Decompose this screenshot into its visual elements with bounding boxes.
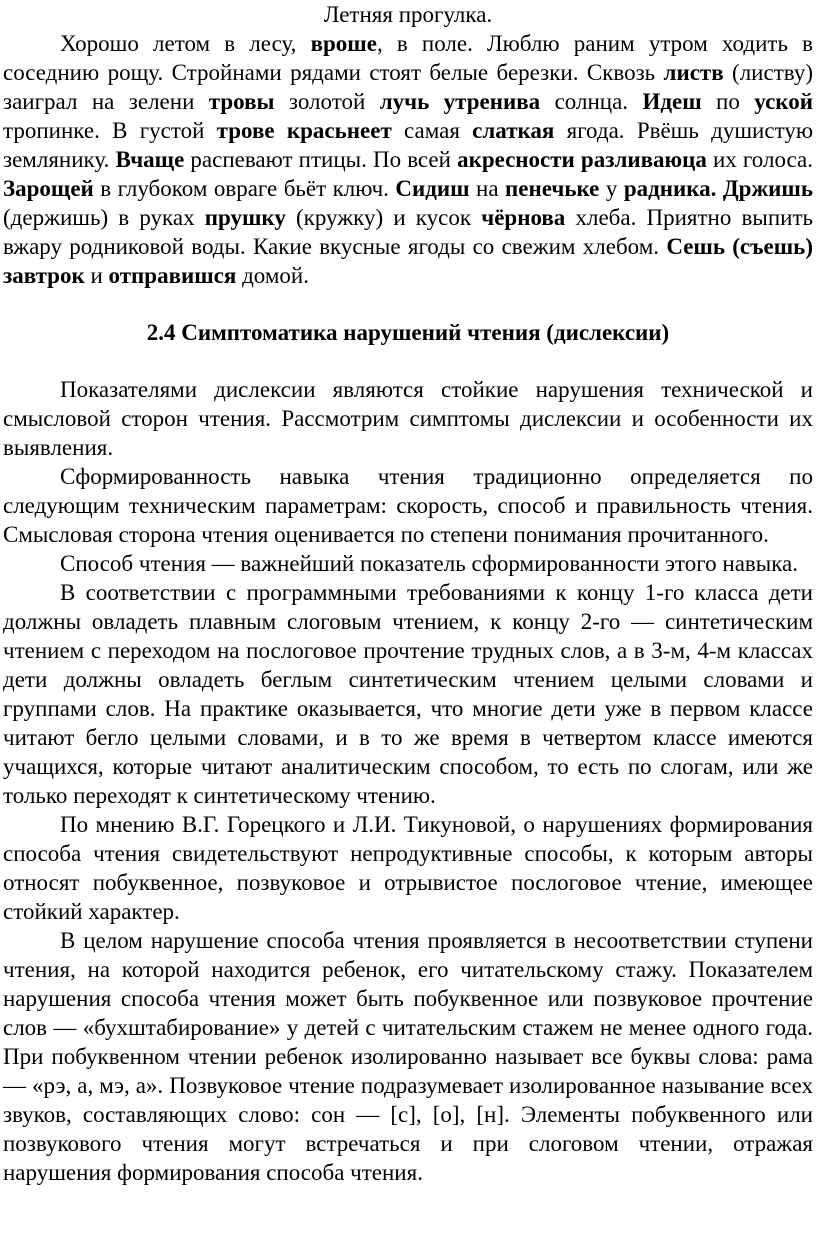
story-bold-word: чёрнова [481,205,566,230]
story-text-run: их голоса. [706,147,813,172]
story-bold-word: пенечьке [505,176,600,201]
story-text-run: Хорошо летом в лесу, [60,31,311,56]
story-text-run: золотой [274,89,380,114]
story-text-run: в глубоком овраге бьёт ключ. [93,176,396,201]
story-bold-word: тровы [208,89,275,114]
story-paragraph [3,29,813,290]
story-title: Летняя прогулка. [323,2,493,27]
story-text-run: (держишь) в руках [3,205,205,230]
story-text-run: , в поле. Люблю раним утром ходить в соседнию рощу. Стройнами рядами стоят белые березки. Сквозь [3,31,813,85]
story-text-run: (кружку) и кусок [285,205,482,230]
story-bold-word: трове красьнеет [216,118,392,143]
story-bold-word: Зарощей [3,176,94,201]
story-bold-word: радника. Држишь [623,176,813,201]
story-bold-word: Вчаще [115,147,185,172]
section-paragraph-2: Сформированность навыка чтения традиционно определяется по следующим техническим параметрам: скорость, способ и правильность чтения. Смысловая сторона чтения оценивается по степени понимания прочитанного. [3,464,813,547]
story-bold-word: прушку [204,205,286,230]
story-bold-word: Сешь (съешь) завтрок [3,234,814,288]
story-text-run: самая [391,118,473,143]
section-paragraph-4: В соответствии с программными требованиями к концу 1-го класса дети должны овладеть плавным слоговым чтением, к концу 2-го — синтетическим чтением с переходом на послоговое прочтение трудных слов, а в 3-м, 4-м классах дети должны овладеть беглым синтетическим чтением целыми словами и группами слов. На практике оказывается, что многие дети уже в первом классе читают бегло целыми словами, и в то же время в четвертом классе имеются учащихся, которые читают аналитическим способом, то есть по слогам, или же только переходят к синтетическому чтению. [3,580,813,808]
story-bold-word: лучь утренива [379,89,541,114]
story-text-run: на [469,176,505,201]
story-text-run: солнца. [540,89,643,114]
story-text-run: и [84,263,109,288]
story-bold-word: слаткая [472,118,555,143]
section-paragraph-1: Показателями дислексии являются стойкие нарушения технической и смысловой сторон чтения. Рассмотрим симптомы дислексии и особенности их выявления. [3,377,813,460]
section-heading: 2.4 Симптоматика нарушений чтения (дислексии) [146,320,670,345]
story-text-run: ягода. Рвёшь душистую землянику. [3,118,814,172]
story-text-run: тропинке. В густой [3,118,217,143]
story-bold-word: Сидиш [395,176,470,201]
story-bold-word: листв [663,60,724,85]
story-text-run: по [701,89,755,114]
document-page [3,0,813,1187]
story-bold-word: вроше [310,31,377,56]
story-bold-word: акресности разливаюца [457,147,707,172]
story-text-run: распевают птицы. По всей [184,147,458,172]
section-paragraph-3: Способ чтения — важнейший показатель сформированности этого навыка. [60,551,799,576]
story-bold-word: Идеш [642,89,702,114]
story-bold-word: отправишся [108,263,237,288]
story-bold-word: уской [754,89,813,114]
section-paragraph-5: По мнению В.Г. Горецкого и Л.И. Тикуновой, о нарушениях формирования способа чтения свидетельствуют непродуктивные способы, к которым авторы относят побуквенное, позвуковое и отрывистое послоговое чтение, имеющее стойкий характер. [3,812,813,924]
section-paragraph-6: В целом нарушение способа чтения проявляется в несоответствии ступени чтения, на которой находится ребенок, его читательскому стажу. Показателем нарушения способа чтения может быть побуквенное или позвуковое прочтение слов — «бухштабирование» у детей с читательским стажем не менее одного года. При побуквенном чтении ребенок изолированно называет все буквы слова: рама— «рэ, а, мэ, а». Позвуковое чтение подразумевает изолированное называние всех звуков, составляющих слово: сон — [с], [о], [н]. Элементы побуквенного или позвукового чтения могут встречаться и при слоговом чтении, отражая нарушения формирования способа чтения. [3,928,813,1185]
story-text-run: домой. [236,263,309,288]
story-text-run: у [599,176,624,201]
story-text-run: хлеба. Приятно выпить вжару родниковой воды. Какие вкусные ягоды со свежим хлебом. [3,205,813,259]
story-text-run: (листву) заиграл на зелени [3,60,813,114]
